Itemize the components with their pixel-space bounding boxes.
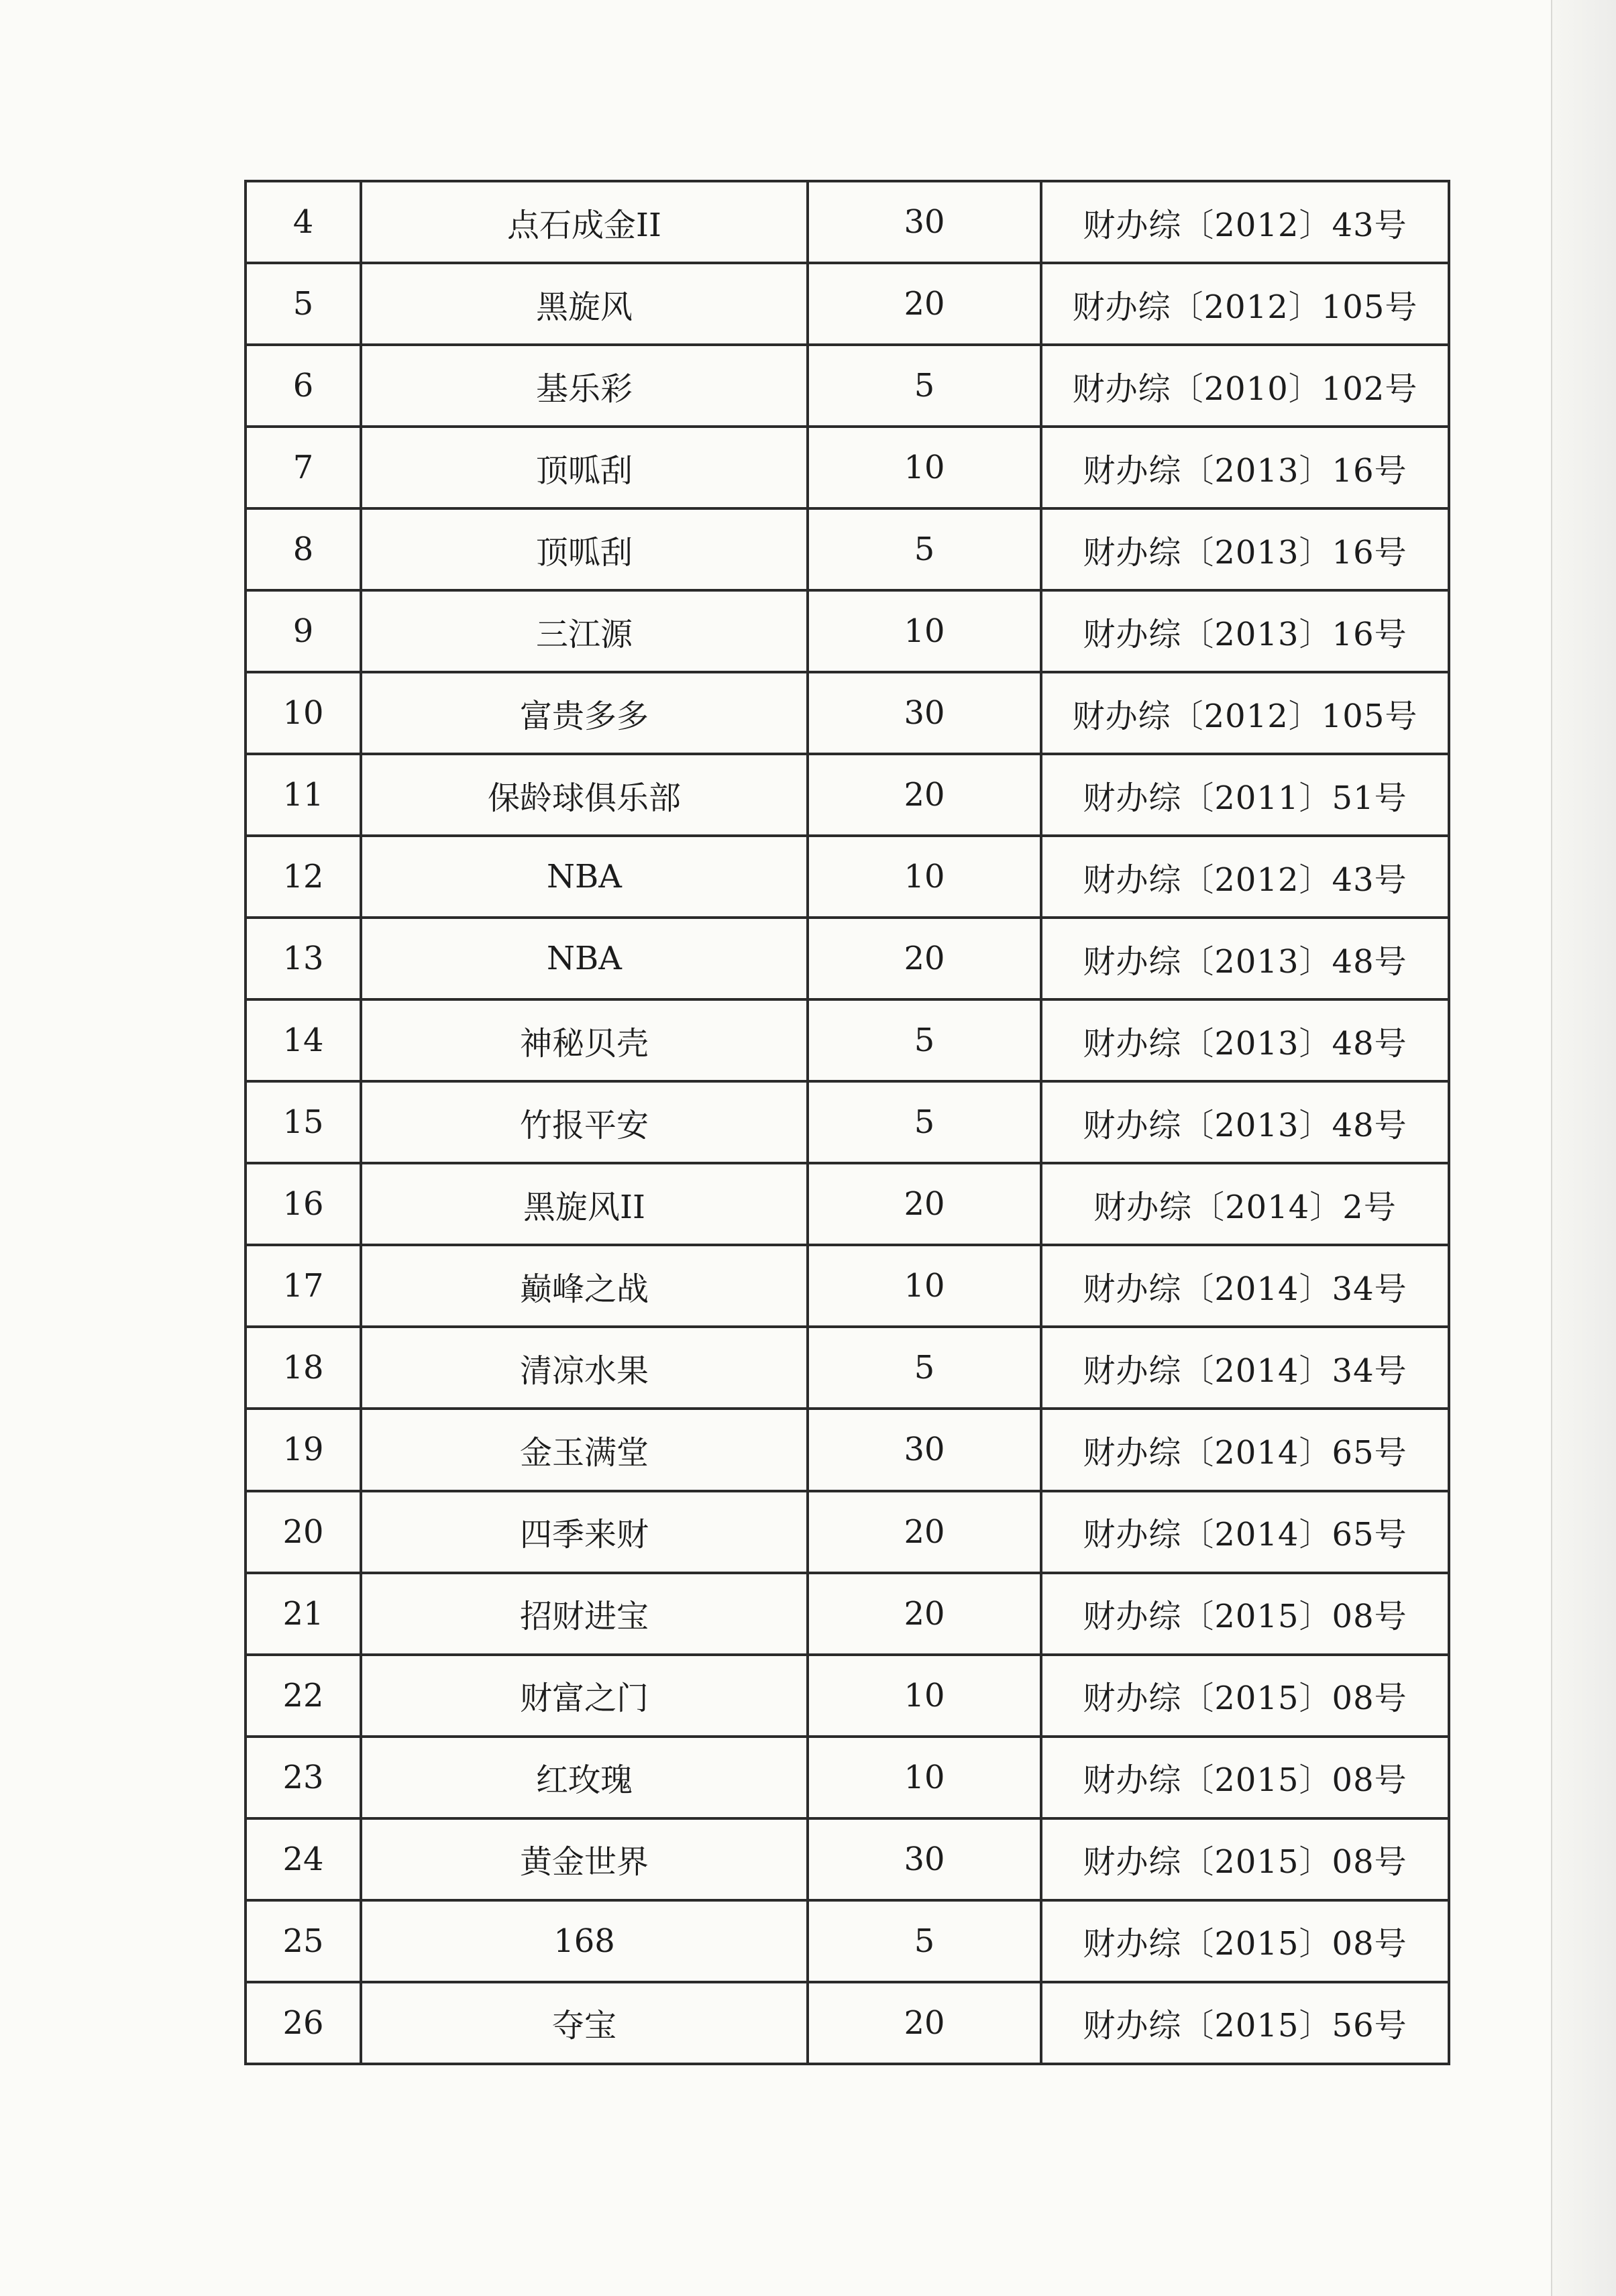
face-value-cell: 20	[808, 754, 1041, 836]
game-name-cell: 保龄球俱乐部	[361, 754, 808, 836]
game-name-cell: 财富之门	[361, 1655, 808, 1737]
game-name-cell: 夺宝	[361, 1982, 808, 2064]
game-name-cell: 竹报平安	[361, 1081, 808, 1163]
face-value-cell: 20	[808, 263, 1041, 345]
row-number-cell: 6	[246, 345, 361, 427]
face-value-cell: 10	[808, 1737, 1041, 1818]
approval-document-cell: 财办综〔2015〕56号	[1041, 1982, 1449, 2064]
face-value-cell: 20	[808, 1163, 1041, 1245]
table-row	[246, 1982, 1449, 2064]
approval-document-cell: 财办综〔2010〕102号	[1041, 345, 1449, 427]
row-number-cell: 7	[246, 427, 361, 508]
scan-edge	[1551, 0, 1616, 2296]
approval-document-cell: 财办综〔2013〕48号	[1041, 999, 1449, 1081]
approval-document-cell: 财办综〔2015〕08号	[1041, 1655, 1449, 1737]
row-number-cell: 17	[246, 1245, 361, 1327]
face-value-cell: 10	[808, 1245, 1041, 1327]
game-name-cell: 招财进宝	[361, 1573, 808, 1655]
game-name-cell: 四季来财	[361, 1491, 808, 1573]
row-number-cell: 21	[246, 1573, 361, 1655]
table-row	[246, 1245, 1449, 1327]
face-value-cell: 30	[808, 181, 1041, 263]
game-name-cell: 基乐彩	[361, 345, 808, 427]
approval-document-cell: 财办综〔2014〕2号	[1041, 1163, 1449, 1245]
table-row	[246, 1900, 1449, 1982]
row-number-cell: 12	[246, 836, 361, 918]
game-name-cell: 顶呱刮	[361, 427, 808, 508]
game-name-cell: 黑旋风II	[361, 1163, 808, 1245]
row-number-cell: 9	[246, 590, 361, 672]
row-number-cell: 19	[246, 1409, 361, 1490]
row-number-cell: 18	[246, 1327, 361, 1409]
row-number-cell: 25	[246, 1900, 361, 1982]
row-number-cell: 22	[246, 1655, 361, 1737]
table-row	[246, 999, 1449, 1081]
table-row	[246, 918, 1449, 999]
face-value-cell: 30	[808, 672, 1041, 754]
face-value-cell: 10	[808, 836, 1041, 918]
game-name-cell: NBA	[361, 918, 808, 999]
table-row	[246, 1655, 1449, 1737]
game-name-cell: 巅峰之战	[361, 1245, 808, 1327]
approval-document-cell: 财办综〔2015〕08号	[1041, 1818, 1449, 1900]
approval-document-cell: 财办综〔2013〕16号	[1041, 508, 1449, 590]
table-row	[246, 427, 1449, 508]
row-number-cell: 20	[246, 1491, 361, 1573]
face-value-cell: 5	[808, 1327, 1041, 1409]
face-value-cell: 20	[808, 918, 1041, 999]
row-number-cell: 24	[246, 1818, 361, 1900]
face-value-cell: 30	[808, 1818, 1041, 1900]
approval-document-cell: 财办综〔2013〕48号	[1041, 918, 1449, 999]
table-row	[246, 590, 1449, 672]
row-number-cell: 16	[246, 1163, 361, 1245]
table-row	[246, 181, 1449, 263]
face-value-cell: 5	[808, 1081, 1041, 1163]
game-name-cell: 三江源	[361, 590, 808, 672]
approval-document-cell: 财办综〔2011〕51号	[1041, 754, 1449, 836]
row-number-cell: 13	[246, 918, 361, 999]
game-name-cell: 黄金世界	[361, 1818, 808, 1900]
game-name-cell: 点石成金II	[361, 181, 808, 263]
row-number-cell: 10	[246, 672, 361, 754]
face-value-cell: 10	[808, 590, 1041, 672]
approval-document-cell: 财办综〔2013〕48号	[1041, 1081, 1449, 1163]
face-value-cell: 5	[808, 345, 1041, 427]
table-row	[246, 672, 1449, 754]
row-number-cell: 14	[246, 999, 361, 1081]
game-name-cell: 富贵多多	[361, 672, 808, 754]
table-row	[246, 1818, 1449, 1900]
game-name-cell: 神秘贝壳	[361, 999, 808, 1081]
approval-document-cell: 财办综〔2012〕43号	[1041, 181, 1449, 263]
game-name-cell: 红玫瑰	[361, 1737, 808, 1818]
approval-document-cell: 财办综〔2014〕65号	[1041, 1491, 1449, 1573]
table-row	[246, 1081, 1449, 1163]
table-row	[246, 1327, 1449, 1409]
table-row	[246, 754, 1449, 836]
row-number-cell: 26	[246, 1982, 361, 2064]
row-number-cell: 4	[246, 181, 361, 263]
table-row	[246, 1737, 1449, 1818]
approval-document-cell: 财办综〔2015〕08号	[1041, 1737, 1449, 1818]
face-value-cell: 20	[808, 1491, 1041, 1573]
row-number-cell: 15	[246, 1081, 361, 1163]
approval-document-cell: 财办综〔2014〕65号	[1041, 1409, 1449, 1490]
face-value-cell: 5	[808, 999, 1041, 1081]
table-row	[246, 263, 1449, 345]
approval-document-cell: 财办综〔2012〕43号	[1041, 836, 1449, 918]
table-row	[246, 1491, 1449, 1573]
approval-document-cell: 财办综〔2014〕34号	[1041, 1245, 1449, 1327]
face-value-cell: 30	[808, 1409, 1041, 1490]
approval-document-cell: 财办综〔2014〕34号	[1041, 1327, 1449, 1409]
table-row	[246, 345, 1449, 427]
game-name-cell: 金玉满堂	[361, 1409, 808, 1490]
row-number-cell: 5	[246, 263, 361, 345]
row-number-cell: 8	[246, 508, 361, 590]
face-value-cell: 20	[808, 1982, 1041, 2064]
table-row	[246, 836, 1449, 918]
face-value-cell: 5	[808, 1900, 1041, 1982]
approval-document-cell: 财办综〔2015〕08号	[1041, 1573, 1449, 1655]
face-value-cell: 5	[808, 508, 1041, 590]
face-value-cell: 20	[808, 1573, 1041, 1655]
row-number-cell: 11	[246, 754, 361, 836]
approval-document-cell: 财办综〔2013〕16号	[1041, 590, 1449, 672]
table-row	[246, 1163, 1449, 1245]
approval-document-cell: 财办综〔2013〕16号	[1041, 427, 1449, 508]
table-row	[246, 1573, 1449, 1655]
approval-document-cell: 财办综〔2015〕08号	[1041, 1900, 1449, 1982]
table-row	[246, 508, 1449, 590]
games-table	[244, 180, 1450, 2065]
approval-document-cell: 财办综〔2012〕105号	[1041, 263, 1449, 345]
table-body	[246, 181, 1449, 2064]
face-value-cell: 10	[808, 1655, 1041, 1737]
face-value-cell: 10	[808, 427, 1041, 508]
game-name-cell: 顶呱刮	[361, 508, 808, 590]
game-name-cell: 黑旋风	[361, 263, 808, 345]
game-name-cell: NBA	[361, 836, 808, 918]
table-row	[246, 1409, 1449, 1490]
game-name-cell: 168	[361, 1900, 808, 1982]
row-number-cell: 23	[246, 1737, 361, 1818]
game-name-cell: 清凉水果	[361, 1327, 808, 1409]
approval-document-cell: 财办综〔2012〕105号	[1041, 672, 1449, 754]
lottery-games-table	[244, 180, 1448, 2065]
